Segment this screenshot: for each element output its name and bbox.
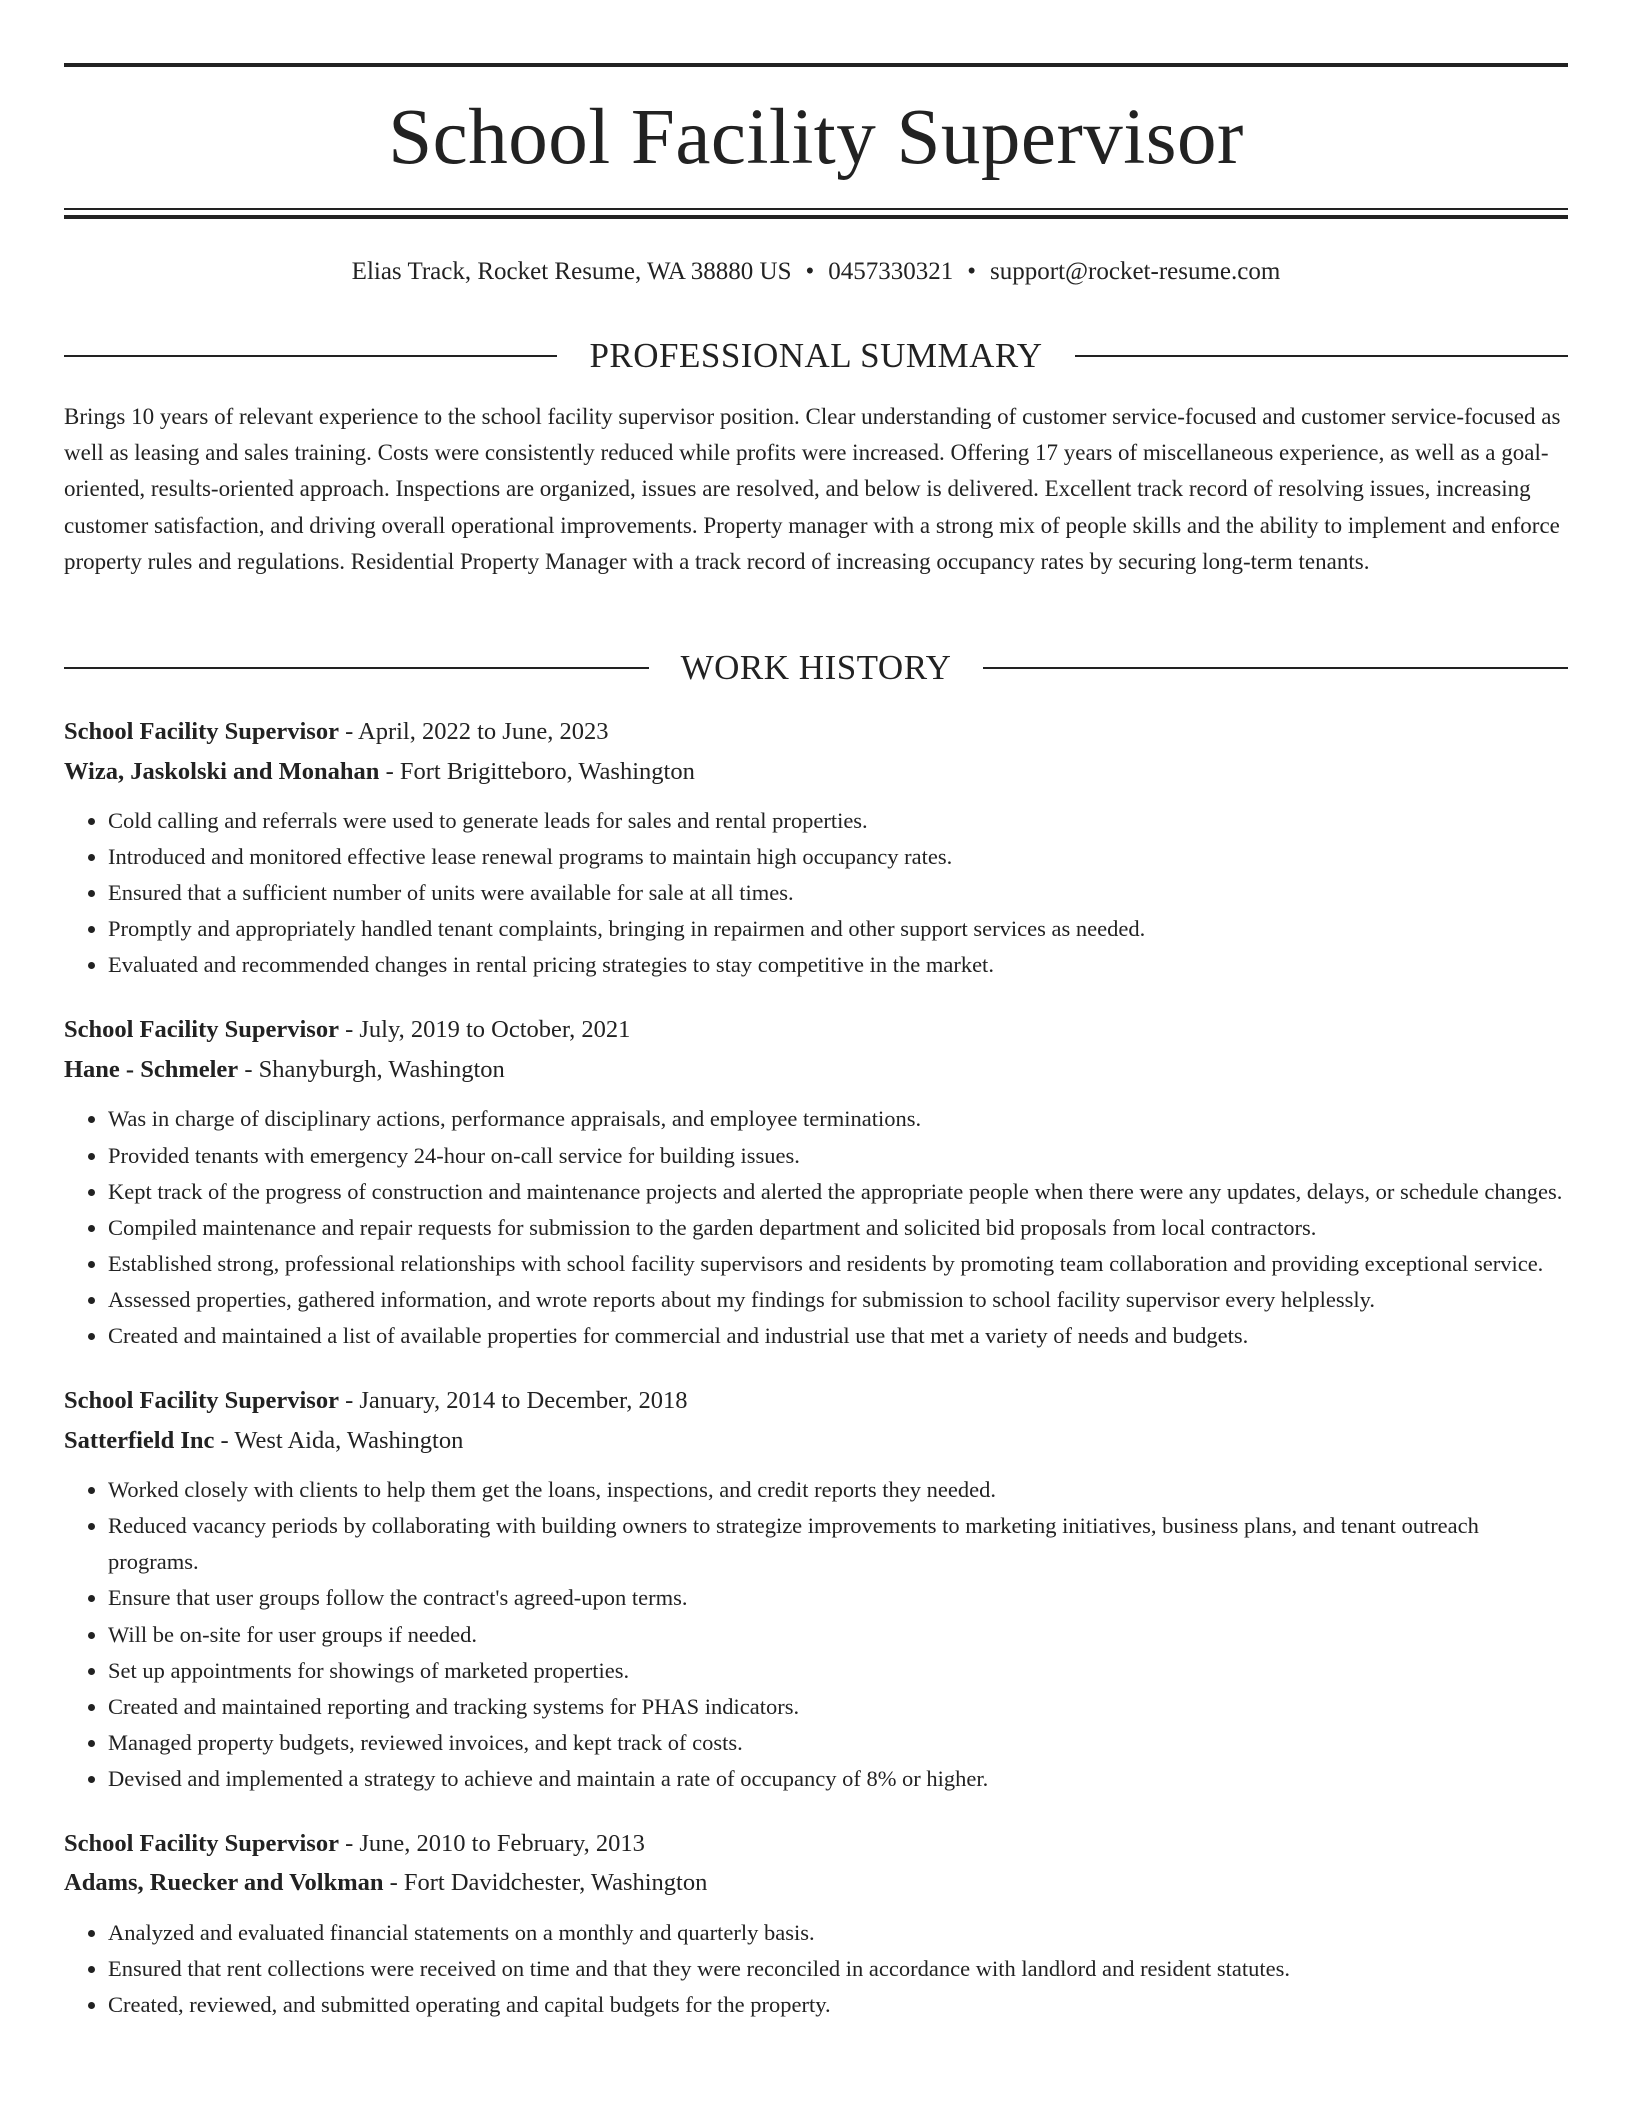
job-dates: - January, 2014 to December, 2018 (338, 1387, 688, 1415)
page-title: School Facility Supervisor (388, 94, 1244, 181)
job-company: Adams, Ruecker and Volkman (64, 1869, 384, 1897)
section-heading-label: PROFESSIONAL SUMMARY (589, 336, 1043, 375)
heading-rule-right (1075, 355, 1568, 357)
job-title-line (64, 1824, 1568, 1864)
job-bullet: • Established strong, professional relationships with school facility supervisors and residents by promoting team collaboration and providing exceptional service. (108, 1246, 1568, 1282)
job-company: Satterfield Inc (64, 1426, 215, 1454)
heading-rule-left (64, 355, 557, 357)
job-bullet: • Cold calling and referrals were used to generate leads for sales and rental properties. (108, 803, 1568, 839)
job-title: School Facility Supervisor (64, 718, 339, 745)
job-bullet: • Assessed properties, gathered information, and wrote reports about my findings for submission to school facility supervisor every helplessly. (108, 1282, 1568, 1318)
title-rule-thin (64, 208, 1568, 210)
job-location: - Fort Davidchester, Washington (383, 1869, 708, 1897)
job-company: Wiza, Jaskolski and Monahan (64, 757, 380, 785)
job-company-line (64, 1050, 1568, 1090)
job-dates: - April, 2022 to June, 2023 (338, 718, 609, 745)
contact-separator: • (805, 258, 815, 285)
summary-text: Brings 10 years of relevant experience to the school facility supervisor position. Clear understanding of customer service-focused and customer service-focused as well as leasing and sales training. Costs were consistently reduced while profits were increased. Offering 17 years of miscellaneous experience, as well as a goal-oriented, results-oriented approach. Inspections are organized, issues are resolved, and below is delivered. Excellent track record of resolving issues, increasing customer satisfaction, and driving overall operational improvements. Property manager with a strong mix of people skills and the ability to implement and enforce property rules and regulations. Residential Property Manager with a track record of increasing occupancy rates by securing long-term tenants. (64, 404, 1561, 574)
job-company-line (64, 752, 1568, 792)
job-bullet: • Provided tenants with emergency 24-hour on-call service for building issues. (108, 1138, 1568, 1174)
job-dates: - July, 2019 to October, 2021 (338, 1016, 631, 1044)
job-bullet: • Worked closely with clients to help them get the loans, inspections, and credit reports they needed. (108, 1472, 1568, 1508)
job-location: - Shanyburgh, Washington (238, 1055, 505, 1083)
job-company-line (64, 1421, 1568, 1461)
job-title: School Facility Supervisor (64, 1016, 339, 1044)
job-bullet: • Created and maintained a list of available properties for commercial and industrial use that met a variety of needs and budgets. (108, 1318, 1568, 1354)
job-bullet: • Introduced and monitored effective lease renewal programs to maintain high occupancy rates. (108, 839, 1568, 875)
job-bullet: • Was in charge of disciplinary actions, performance appraisals, and employee terminations. (108, 1101, 1568, 1137)
job-entry (64, 1381, 1568, 1797)
job-entry (64, 1010, 1568, 1354)
title-rule-thick (64, 215, 1568, 219)
job-bullet: • Compiled maintenance and repair requests for submission to the garden department and solicited bid proposals from local contractors. (108, 1210, 1568, 1246)
job-bullet: • Devised and implemented a strategy to achieve and maintain a rate of occupancy of 8% or higher. (108, 1761, 1568, 1797)
contact-line (64, 252, 1568, 292)
job-dates: - June, 2010 to February, 2013 (338, 1829, 645, 1857)
job-bullet: • Ensure that user groups follow the contract's agreed-upon terms. (108, 1580, 1568, 1616)
job-company: Hane - Schmeler (64, 1055, 239, 1083)
job-bullets (64, 1101, 1568, 1354)
job-bullet: • Will be on-site for user groups if needed. (108, 1617, 1568, 1653)
job-bullet: • Set up appointments for showings of marketed properties. (108, 1653, 1568, 1689)
job-title-line (64, 1010, 1568, 1050)
job-title: School Facility Supervisor (64, 1387, 339, 1415)
job-list (64, 712, 1568, 2050)
job-location: - West Aida, Washington (214, 1426, 464, 1454)
job-bullet: • Promptly and appropriately handled tenant complaints, bringing in repairmen and other support services as needed. (108, 911, 1568, 947)
job-bullet: • Reduced vacancy periods by collaborating with building owners to strategize improvements to marketing initiatives, business plans, and tenant outreach programs. (108, 1508, 1568, 1580)
job-bullets (64, 803, 1568, 983)
job-entry (64, 1824, 1568, 2023)
job-bullet: • Created, reviewed, and submitted operating and capital budgets for the property. (108, 1987, 1568, 2023)
top-rule (64, 63, 1568, 67)
section-heading-summary (64, 334, 1568, 378)
section-heading-work-history (64, 646, 1568, 690)
contact-separator: • (967, 258, 977, 285)
job-bullet: • Evaluated and recommended changes in rental pricing strategies to stay competitive in the market. (108, 947, 1568, 983)
heading-rule-left (64, 667, 649, 669)
job-bullet: • Kept track of the progress of construction and maintenance projects and alerted the appropriate people when there were any updates, delays, or schedule changes. (108, 1174, 1568, 1210)
job-location: - Fort Brigitteboro, Washington (379, 757, 695, 785)
job-bullet: • Ensured that a sufficient number of units were available for sale at all times. (108, 875, 1568, 911)
contact-address: Elias Track, Rocket Resume, WA 38880 US (351, 258, 792, 285)
job-bullet: • Ensured that rent collections were received on time and that they were reconciled in accordance with landlord and resident statutes. (108, 1951, 1568, 1987)
heading-rule-right (983, 667, 1568, 669)
job-title: School Facility Supervisor (64, 1829, 339, 1857)
contact-phone: 0457330321 (828, 258, 954, 285)
job-bullet: • Created and maintained reporting and tracking systems for PHAS indicators. (108, 1689, 1568, 1725)
contact-email: support@rocket-resume.com (990, 258, 1281, 285)
job-bullets (64, 1472, 1568, 1797)
job-bullet: • Analyzed and evaluated financial statements on a monthly and quarterly basis. (108, 1915, 1568, 1951)
section-heading-label: WORK HISTORY (680, 648, 952, 687)
job-title-line (64, 712, 1568, 752)
job-title-line (64, 1381, 1568, 1421)
job-entry (64, 712, 1568, 983)
job-bullets (64, 1915, 1568, 2023)
job-bullet: • Managed property budgets, reviewed invoices, and kept track of costs. (108, 1725, 1568, 1761)
job-company-line (64, 1863, 1568, 1903)
